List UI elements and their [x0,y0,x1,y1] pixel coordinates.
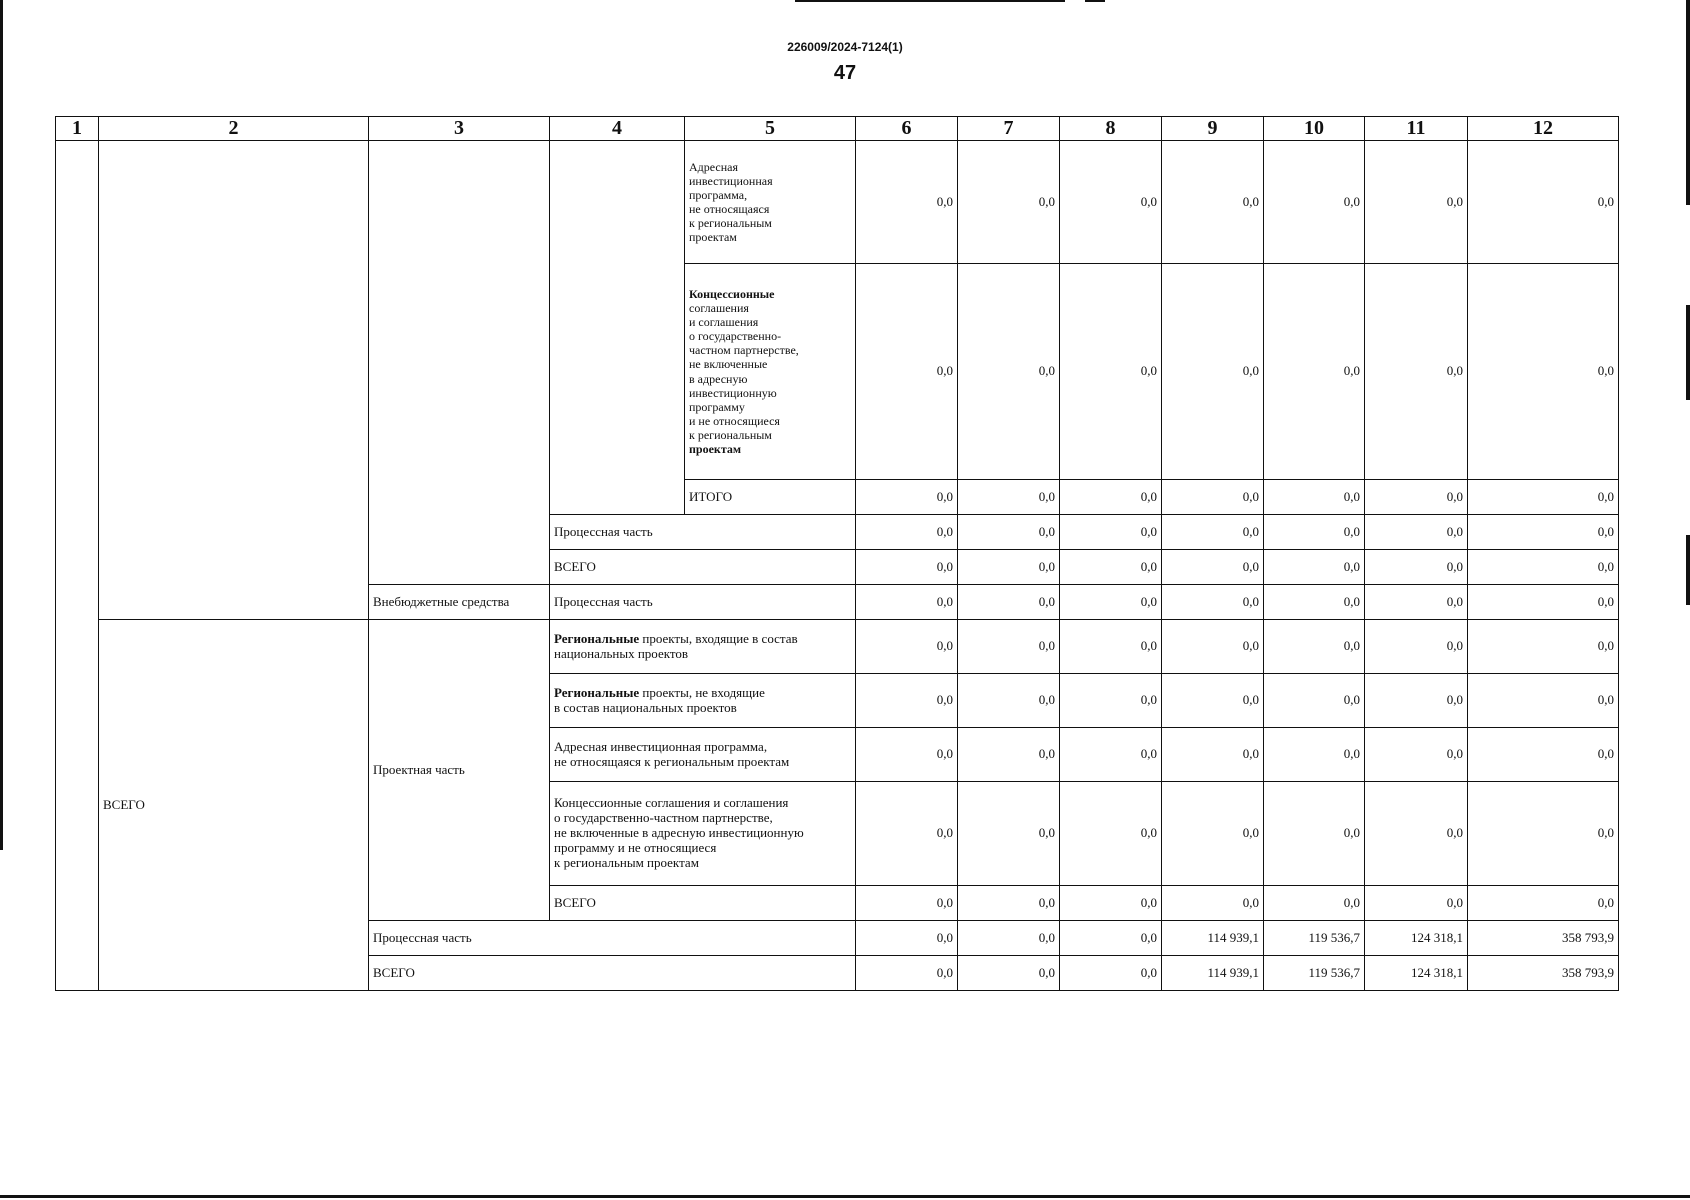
value-cell: 124 318,1 [1365,921,1468,956]
value-cell: 0,0 [1264,585,1365,620]
value-cell: 0,0 [1060,886,1162,921]
col3-cell [369,141,550,585]
value-cell: 0,0 [1468,480,1619,515]
row-label-adresnaya-wide [550,728,856,782]
value-cell: 0,0 [1468,886,1619,921]
value-cell: 0,0 [1468,674,1619,728]
col4-cell [550,141,685,515]
value-cell: 0,0 [1468,264,1619,480]
value-cell: 0,0 [1365,550,1468,585]
value-cell: 0,0 [1162,141,1264,264]
value-cell: 0,0 [1264,480,1365,515]
value-cell: 0,0 [958,620,1060,674]
value-cell: 0,0 [856,956,958,991]
value-cell: 0,0 [1060,728,1162,782]
right-edge-mark [1686,535,1690,605]
value-cell: 0,0 [1060,782,1162,886]
value-cell: 0,0 [958,956,1060,991]
row-label-reg-incl [550,620,856,674]
value-cell: 0,0 [1162,480,1264,515]
column-header: 12 [1468,117,1619,141]
value-cell: 0,0 [958,550,1060,585]
value-cell: 0,0 [958,585,1060,620]
col1-cell [56,141,99,991]
column-header: 9 [1162,117,1264,141]
value-cell: 0,0 [1365,620,1468,674]
label-line: в адресную [689,371,748,386]
value-cell: 0,0 [856,515,958,550]
value-cell: 0,0 [958,264,1060,480]
document-id: 226009/2024-7124(1) [787,40,903,54]
value-cell: 0,0 [1264,550,1365,585]
value-cell: 0,0 [1468,728,1619,782]
value-cell: 0,0 [1162,728,1264,782]
column-header: 8 [1060,117,1162,141]
value-cell: 0,0 [856,585,958,620]
label-line: к региональным проектам [554,854,699,870]
label-line: проекты, не входящие [639,684,765,700]
top-edge-rule [795,0,1065,2]
column-number-row [56,117,1619,141]
value-cell: 358 793,9 [1468,921,1619,956]
top-edge-rule [1085,0,1105,2]
label-line: о государственно- [689,329,782,344]
label-line: к региональным [689,216,772,231]
label-line: программу и не относящиеся [554,839,717,855]
row-label-vsego: ВСЕГО [550,550,856,585]
value-cell: 0,0 [856,141,958,264]
value-cell: 0,0 [958,921,1060,956]
row-label-vsego: ВСЕГО [550,886,856,921]
value-cell: 0,0 [1264,620,1365,674]
bottom-edge-rule [0,1195,1690,1198]
value-cell: 0,0 [958,674,1060,728]
label-line: Региональные [554,630,640,646]
value-cell: 0,0 [856,886,958,921]
column-header: 1 [56,117,99,141]
value-cell: 0,0 [1162,886,1264,921]
label-line: не относящаяся [689,202,770,216]
value-cell: 0,0 [1162,550,1264,585]
value-cell: 0,0 [1060,921,1162,956]
value-cell: 0,0 [1365,886,1468,921]
value-cell: 0,0 [1365,728,1468,782]
value-cell: 0,0 [1162,782,1264,886]
label-line: национальных проектов [554,645,689,661]
value-cell: 0,0 [1162,585,1264,620]
value-cell: 0,0 [1365,585,1468,620]
value-cell: 0,0 [1264,782,1365,886]
label-line: Концессионные соглашения и соглашения [554,795,789,811]
value-cell: 0,0 [1060,956,1162,991]
value-cell: 0,0 [958,515,1060,550]
value-cell: 0,0 [1365,141,1468,264]
value-cell: 0,0 [1468,141,1619,264]
label-line: не относящаяся к региональным проектам [554,753,790,769]
right-edge-mark [1686,305,1690,400]
label-line: о государственно-частном партнерстве, [554,810,773,826]
value-cell: 0,0 [1264,264,1365,480]
value-cell: 0,0 [856,550,958,585]
value-cell: 0,0 [1365,674,1468,728]
value-cell: 0,0 [1060,585,1162,620]
budget-table [55,116,1619,991]
value-cell: 0,0 [1060,480,1162,515]
value-cell: 0,0 [1264,728,1365,782]
label-line: Концессионные [689,287,775,302]
label-line: проектам [689,230,737,245]
label-line: инвестиционная [689,173,773,188]
value-cell: 0,0 [1264,515,1365,550]
value-cell: 114 939,1 [1162,956,1264,991]
label-line: и соглашения [689,315,759,330]
label-line: проекты, входящие в состав [639,630,798,646]
right-edge-mark [1686,0,1690,205]
label-line: не включенные [689,357,768,372]
value-cell: 0,0 [1468,515,1619,550]
value-cell: 0,0 [856,674,958,728]
label-line: в состав национальных проектов [554,699,737,715]
left-edge-mark [0,0,3,850]
row-label-protsessnaya: Процессная часть [550,515,856,550]
value-cell: 0,0 [1264,141,1365,264]
column-header: 6 [856,117,958,141]
value-cell: 0,0 [1365,515,1468,550]
value-cell: 0,0 [1162,515,1264,550]
row-label-proektnaya: Проектная часть [369,620,550,921]
row-label-vnebyudzhet: Внебюджетные средства [369,585,550,620]
label-line: и не относящиеся [689,413,780,428]
value-cell: 0,0 [958,886,1060,921]
value-cell: 114 939,1 [1162,921,1264,956]
row-label-protsessnaya: Процессная часть [550,585,856,620]
value-cell: 0,0 [856,480,958,515]
row-label-kontsessionnye-wide [550,782,856,886]
column-header: 5 [685,117,856,141]
label-line: соглашения [689,301,749,316]
value-cell: 0,0 [1468,620,1619,674]
value-cell: 0,0 [1365,782,1468,886]
column-header: 3 [369,117,550,141]
label-line: частном партнерстве, [689,343,799,358]
row-label-adresnaya [685,141,856,264]
value-cell: 0,0 [958,782,1060,886]
value-cell: 0,0 [1060,674,1162,728]
value-cell: 0,0 [856,620,958,674]
row-label-vsego-grand: ВСЕГО [369,956,856,991]
value-cell: 0,0 [1264,674,1365,728]
column-header: 10 [1264,117,1365,141]
column-header: 11 [1365,117,1468,141]
value-cell: 0,0 [1468,585,1619,620]
label-line: проектам [689,441,742,456]
value-cell: 0,0 [856,782,958,886]
value-cell: 0,0 [1060,515,1162,550]
value-cell: 358 793,9 [1468,956,1619,991]
column-header: 4 [550,117,685,141]
label-line: Адресная инвестиционная программа, [554,738,768,754]
value-cell: 0,0 [1468,782,1619,886]
table-row [56,620,1619,674]
row-label-kontsessionnye [685,264,856,480]
value-cell: 119 536,7 [1264,956,1365,991]
label-line: инвестиционную [689,385,777,400]
page-number: 47 [833,62,857,84]
col2-cell [99,141,369,620]
value-cell: 0,0 [1264,886,1365,921]
value-cell: 0,0 [856,728,958,782]
label-line: Адресная [689,159,738,174]
value-cell: 124 318,1 [1365,956,1468,991]
row-label-vsego-total: ВСЕГО [99,620,369,991]
row-label-protsessnaya-total: Процессная часть [369,921,856,956]
value-cell: 0,0 [958,480,1060,515]
value-cell: 0,0 [856,264,958,480]
value-cell: 0,0 [1060,264,1162,480]
value-cell: 119 536,7 [1264,921,1365,956]
value-cell: 0,0 [1060,620,1162,674]
value-cell: 0,0 [958,141,1060,264]
label-line: программу [689,399,745,414]
value-cell: 0,0 [1060,550,1162,585]
table-row [56,141,1619,264]
value-cell: 0,0 [1060,141,1162,264]
label-line: не включенные в адресную инвестиционную [554,825,804,841]
value-cell: 0,0 [1365,480,1468,515]
value-cell: 0,0 [1162,620,1264,674]
value-cell: 0,0 [958,728,1060,782]
label-line: программа, [689,187,748,202]
value-cell: 0,0 [1162,674,1264,728]
column-header: 7 [958,117,1060,141]
column-header: 2 [99,117,369,141]
value-cell: 0,0 [1365,264,1468,480]
label-line: Региональные [554,684,640,700]
row-label-reg-excl [550,674,856,728]
value-cell: 0,0 [1468,550,1619,585]
value-cell: 0,0 [1162,264,1264,480]
value-cell: 0,0 [856,921,958,956]
label-line: к региональным [689,427,772,442]
row-label-itogo: ИТОГО [685,480,856,515]
